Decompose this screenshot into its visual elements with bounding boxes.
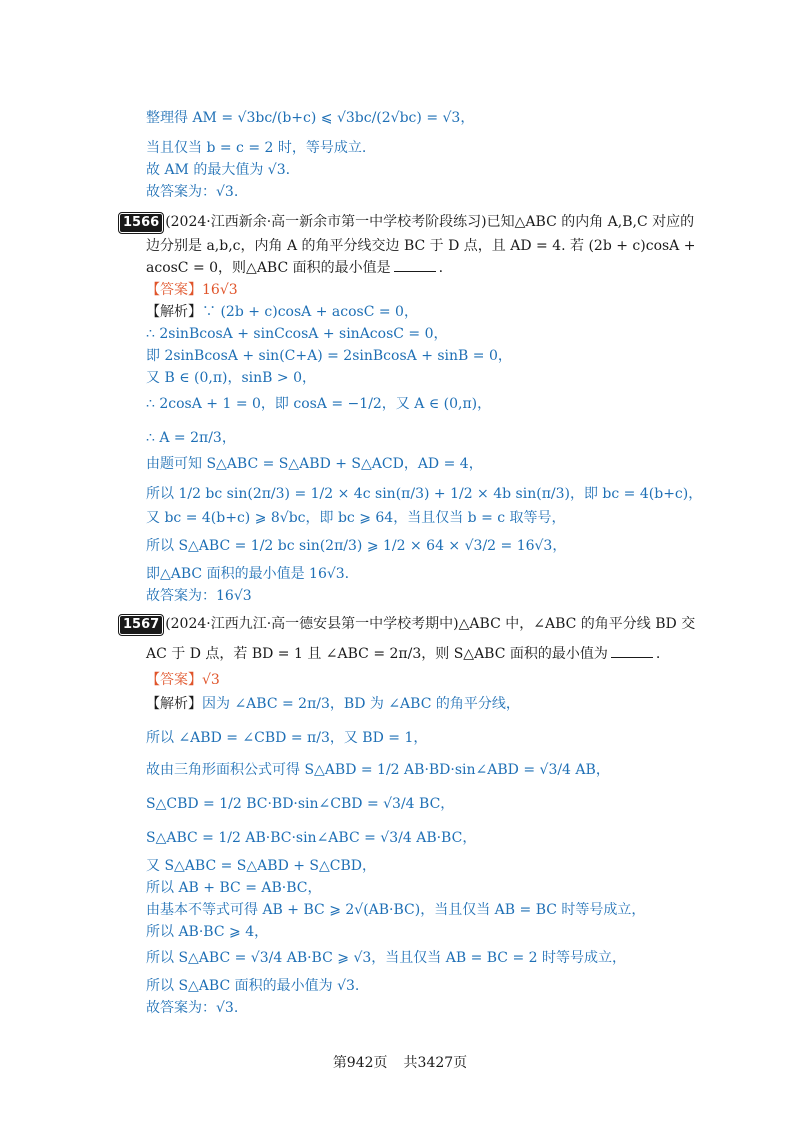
problem-stem-text: 边分别是 a,b,c，内角 A 的角平分线交边 BC 于 D 点，且 AD = 4. 若 (2b + c)cosA + <box>146 238 696 254</box>
page-number: 第942页 <box>332 1055 388 1071</box>
analysis-step: 所以 ∠ABD = ∠CBD = π/3，又 BD = 1， <box>146 730 428 746</box>
analysis-step: 又 bc = 4(b+c) ⩾ 8√bc，即 bc ⩾ 64，当且仅当 b = c 取等号， <box>146 510 566 526</box>
analysis-step: 所以 S△ABC 面积的最小值为 √3. <box>146 978 360 994</box>
solution-line: 当且仅当 b = c = 2 时，等号成立. <box>146 140 367 156</box>
analysis-tag: 【解析】 <box>146 696 202 712</box>
problem-stem-text: acosC = 0，则△ABC 面积的最小值是 <box>146 260 391 276</box>
analysis-step: S△CBD = 1/2 BC·BD·sin∠CBD = √3/4 BC， <box>146 796 455 812</box>
answer-line <box>146 280 238 300</box>
analysis-step: ∴ 2sinBcosA + sinCcosA + sinAcosC = 0， <box>146 326 448 342</box>
answer-value: 16√3 <box>202 282 238 298</box>
analysis-step: ∴ 2cosA + 1 = 0，即 cosA = −1/2，又 A ∈ (0,π)， <box>146 396 492 412</box>
analysis-step: 即△ABC 面积的最小值是 16√3. <box>146 566 350 582</box>
problem-number-badge: 1566 <box>120 214 162 232</box>
answer-blank <box>611 645 653 658</box>
answer-tag: 【答案】 <box>146 282 202 298</box>
answer-value: √3 <box>202 672 220 688</box>
solution-line: 故 AM 的最大值为 √3. <box>146 162 291 178</box>
analysis-line <box>146 694 520 714</box>
analysis-step: 故答案为：√3. <box>146 1000 239 1016</box>
answer-tag: 【答案】 <box>146 672 202 688</box>
solution-line: 故答案为：√3. <box>146 184 239 200</box>
analysis-step: 所以 S△ABC = √3/4 AB·BC ⩾ √3，当且仅当 AB = BC = 2 时等号成立， <box>146 950 627 966</box>
analysis-step: 又 S△ABC = S△ABD + S△CBD， <box>146 858 377 874</box>
analysis-step: ∴ A = 2π/3， <box>146 430 236 446</box>
analysis-line <box>146 302 418 322</box>
answer-blank <box>394 259 436 272</box>
page-footer <box>0 1052 800 1072</box>
page-total: 共3427页 <box>403 1055 468 1071</box>
problem-number-badge: 1567 <box>120 616 162 634</box>
analysis-step: 由基本不等式可得 AB + BC ⩾ 2√(AB·BC)，当且仅当 AB = BC 时等号成立， <box>146 902 646 918</box>
analysis-step: 由题可知 S△ABC = S△ABD + S△ACD，AD = 4， <box>146 456 483 472</box>
problem-stem <box>120 614 695 634</box>
problem-stem <box>120 212 694 232</box>
analysis-step: 故由三角形面积公式可得 S△ABD = 1/2 AB·BD·sin∠ABD = √3/4 AB， <box>146 762 610 778</box>
analysis-step: ∵ (2b + c)cosA + acosC = 0， <box>202 304 418 320</box>
analysis-step: S△ABC = 1/2 AB·BC·sin∠ABC = √3/4 AB·BC， <box>146 830 477 846</box>
analysis-step: 所以 AB + BC = AB·BC， <box>146 880 322 896</box>
solution-line: 整理得 AM = √3bc/(b+c) ⩽ √3bc/(2√bc) = √3， <box>146 110 475 126</box>
analysis-tag: 【解析】 <box>146 304 202 320</box>
analysis-step: 故答案为：16√3 <box>146 588 252 604</box>
problem-stem-text: AC 于 D 点，若 BD = 1 且 ∠ABC = 2π/3，则 S△ABC 面积的最小值为 <box>146 646 608 662</box>
analysis-step: 所以 1/2 bc sin(2π/3) = 1/2 × 4c sin(π/3) + 1/2 × 4b sin(π/3)，即 bc = 4(b+c)， <box>146 486 703 502</box>
problem-stem: AC 于 D 点，若 BD = 1 且 ∠ABC = 2π/3，则 S△ABC 面积的最小值为 . <box>146 646 661 662</box>
analysis-step: 所以 S△ABC = 1/2 bc sin(2π/3) ⩾ 1/2 × 64 × √3/2 = 16√3， <box>146 538 567 554</box>
answer-line <box>146 670 220 690</box>
analysis-step: 即 2sinBcosA + sin(C+A) = 2sinBcosA + sinB = 0， <box>146 348 512 364</box>
analysis-step: 因为 ∠ABC = 2π/3，BD 为 ∠ABC 的角平分线， <box>202 696 520 712</box>
problem-stem-text: (2024·江西新余·高一新余市第一中学校考阶段练习)已知△ABC 的内角 A,B,C 对应的 <box>165 214 695 230</box>
problem-stem-text: (2024·江西九江·高一德安县第一中学校考期中)△ABC 中，∠ABC 的角平分线 BD 交 <box>165 616 696 632</box>
problem-stem: acosC = 0，则△ABC 面积的最小值是 . <box>146 260 444 276</box>
analysis-step: 所以 AB·BC ⩾ 4， <box>146 924 269 940</box>
analysis-step: 又 B ∈ (0,π)，sinB > 0， <box>146 370 316 386</box>
